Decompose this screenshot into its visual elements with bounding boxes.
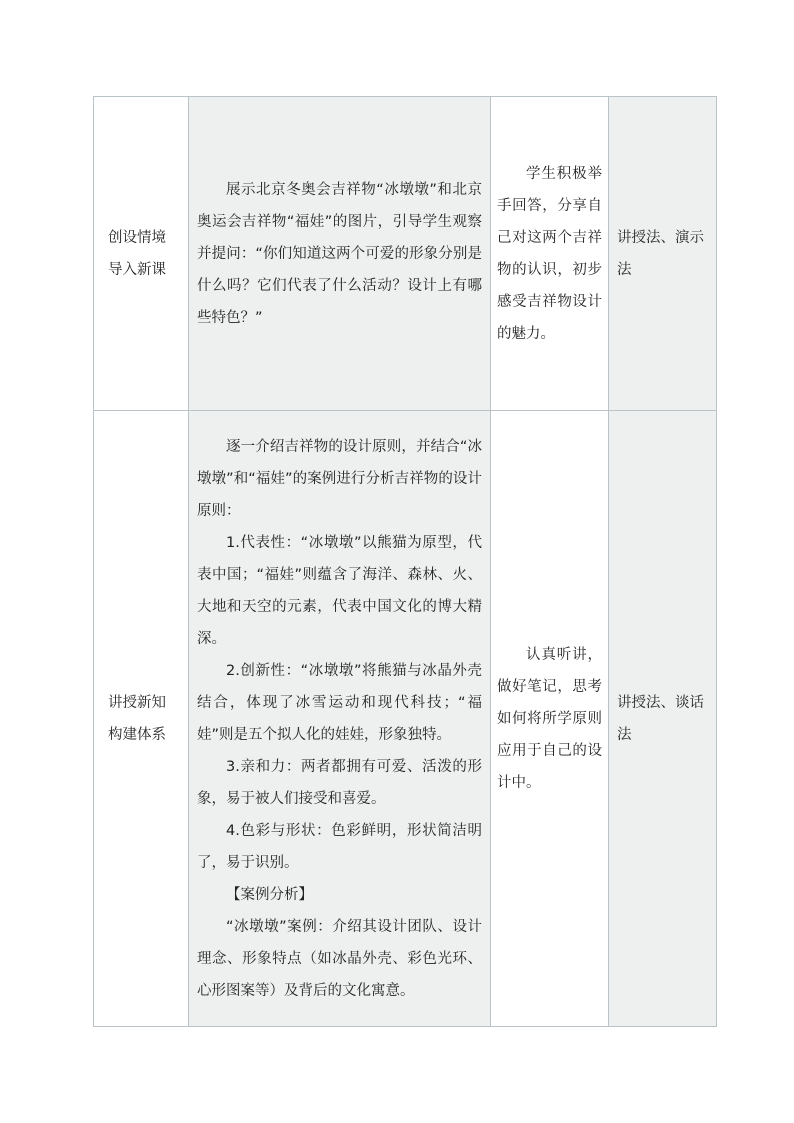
- method-cell: [609, 97, 717, 411]
- content-paragraph: 3.亲和力：两者都拥有可爱、活泼的形象，易于被人们接受和喜爱。: [197, 758, 482, 807]
- content-paragraph: 2.创新性：“冰墩墩”将熊猫与冰晶外壳结合，体现了冰雪运动和现代科技；“福娃”则是五个拟人化的娃娃，形象独特。: [197, 662, 482, 743]
- stage-cell: [94, 97, 189, 411]
- stage-label-line: 构建体系: [108, 726, 166, 743]
- table-row: [94, 411, 717, 1027]
- student-activity-text: 学生积极举手回答，分享自己对这两个吉祥物的认识，初步感受吉祥物设计的魅力。: [497, 165, 602, 342]
- method-cell: [609, 411, 717, 1027]
- lesson-plan-table: [93, 96, 717, 1027]
- stage-label-line: 导入新课: [108, 261, 166, 278]
- content-paragraph: 4.色彩与形状：色彩鲜明，形状简洁明了，易于识别。: [197, 822, 482, 871]
- method-text: 讲授法、演示法: [617, 229, 704, 278]
- student-activity-cell: [491, 97, 609, 411]
- content-paragraph: 1.代表性：“冰墩墩”以熊猫为原型，代表中国；“福娃”则蕴含了海洋、森林、火、大地和天空的元素，代表中国文化的博大精深。: [197, 534, 482, 647]
- stage-label-line: 创设情境: [108, 229, 166, 246]
- content-paragraph: “冰墩墩”案例：介绍其设计团队、设计理念、形象特点（如冰晶外壳、彩色光环、心形图案等）及背后的文化寓意。: [197, 918, 482, 999]
- teacher-activity-cell: [189, 97, 491, 411]
- content-paragraph: 逐一介绍吉祥物的设计原则，并结合“冰墩墩”和“福娃”的案例进行分析吉祥物的设计原则：: [197, 438, 482, 519]
- stage-cell: [94, 411, 189, 1027]
- content-paragraph: 展示北京冬奥会吉祥物“冰墩墩”和北京奥运会吉祥物“福娃”的图片，引导学生观察并提问：“你们知道这两个可爱的形象分别是什么吗？它们代表了什么活动？设计上有哪些特色？”: [197, 181, 482, 326]
- method-text: 讲授法、谈话法: [617, 694, 704, 743]
- student-activity-cell: [491, 411, 609, 1027]
- case-analysis-heading: 【案例分析】: [226, 886, 313, 903]
- student-activity-text: 认真听讲，做好笔记，思考如何将所学原则应用于自己的设计中。: [497, 646, 602, 791]
- stage-label-line: 讲授新知: [108, 694, 166, 711]
- teacher-activity-cell: [189, 411, 491, 1027]
- table-row: [94, 97, 717, 411]
